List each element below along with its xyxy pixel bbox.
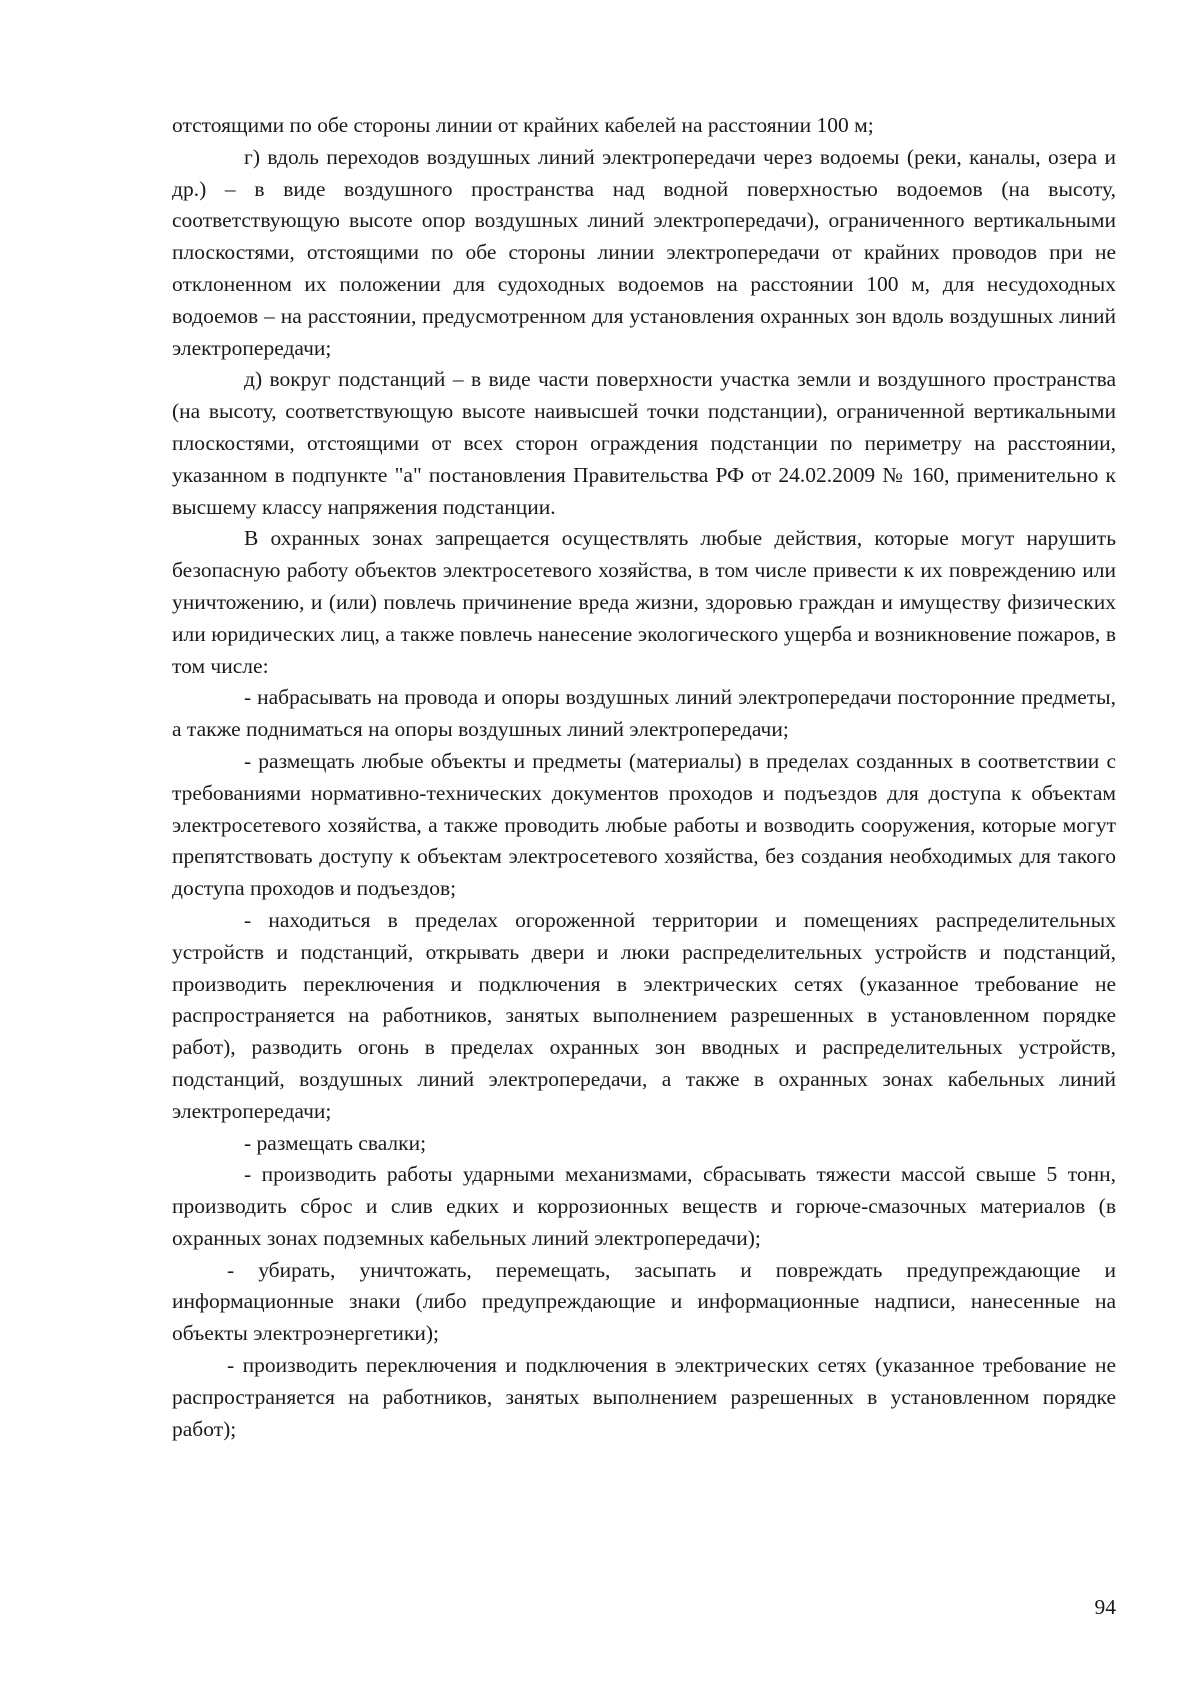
paragraph-item-d: д) вокруг подстанций – в виде части поверхности участка земли и воздушного пространства (на высоту, соответствующую высоте наивысшей точки подстанции), ограниченной вертикальными плоскостями, отстоящими от всех сторон ограждения подстанции по периметру на расстоянии, указанном в подпункте "а" постановления Правительства РФ от 24.02.2009 № 160, применительно к высшему классу напряжения подстанции. [172,367,1116,519]
list-item-removing-signs: - убирать, уничтожать, перемещать, засыпать и повреждать предупреждающие и информационные знаки (либо предупреждающие и информационные надписи, нанесенные на объекты электроэнергетики); [172,1257,1116,1346]
page-number: 94 [1094,1595,1116,1619]
list-item-switching: - производить переключения и подключения в электрических сетях (указанное требование не распространяется на работников, занятых выполнением разрешенных в установленном порядке работ); [172,1353,1116,1441]
list-item-throwing-objects: - набрасывать на провода и опоры воздушных линий электропередачи посторонние предметы, а также подниматься на опоры воздушных линий электропередачи; [172,685,1116,742]
list-item-being-inside: - находиться в пределах огороженной территории и помещениях распределительных устройств и подстанций, открывать двери и люки распределительных устройств и подстанций, производить переключения и подключения в электрических сетях (указанное требование не распространяется на работников, занятых выполнением разрешенных в установленном порядке работ), разводить огонь в пределах охранных зон вводных и распределительных устройств, подстанций, воздушных линий электропередачи, а также в охранных зонах кабельных линий электропередачи; [172,907,1116,1123]
paragraph-prohibitions-intro: В охранных зонах запрещается осуществлять любые действия, которые могут нарушить безопасную работу объектов электросетевого хозяйства, в том числе привести к их повреждению или уничтожению, и (или) повлечь причинение вреда жизни, здоровью граждан и имуществу физических или юридических лиц, а также повлечь нанесение экологического ущерба и возникновение пожаров, в том числе: [172,526,1116,678]
paragraph-continuation: отстоящими по обе стороны линии от крайних кабелей на расстоянии 100 м; [172,113,874,137]
list-item-placing-objects: - размещать любые объекты и предметы (материалы) в пределах созданных в соответствии с требованиями нормативно-технических документов проходов и подъездов для доступа к объектам электросетевого хозяйства, а также проводить любые работы и возводить сооружения, которые могут препятствовать доступу к объектам электросетевого хозяйства, без создания необходимых для такого доступа проходов и подъездов; [172,748,1116,901]
document-body [172,110,1116,1445]
list-item-impact-works: - производить работы ударными механизмами, сбрасывать тяжести массой свыше 5 тонн, производить сброс и слив едких и коррозионных веществ и горюче-смазочных материалов (в охранных зонах подземных кабельных линий электропередачи); [172,1162,1116,1250]
list-item-dumps: - размещать свалки; [244,1130,427,1155]
paragraph-item-g: г) вдоль переходов воздушных линий электропередачи через водоемы (реки, каналы, озера и др.) – в виде воздушного пространства над водной поверхностью водоемов (на высоту, соответствующую высоте опор воздушных линий электропередачи), ограниченного вертикальными плоскостями, отстоящими по обе стороны линии электропередачи от крайних проводов при не отклоненном их положении для судоходных водоемов на расстоянии 100 м, для несудоходных водоемов – на расстоянии, предусмотренном для установления охранных зон вдоль воздушных линий электропередачи; [172,144,1116,360]
